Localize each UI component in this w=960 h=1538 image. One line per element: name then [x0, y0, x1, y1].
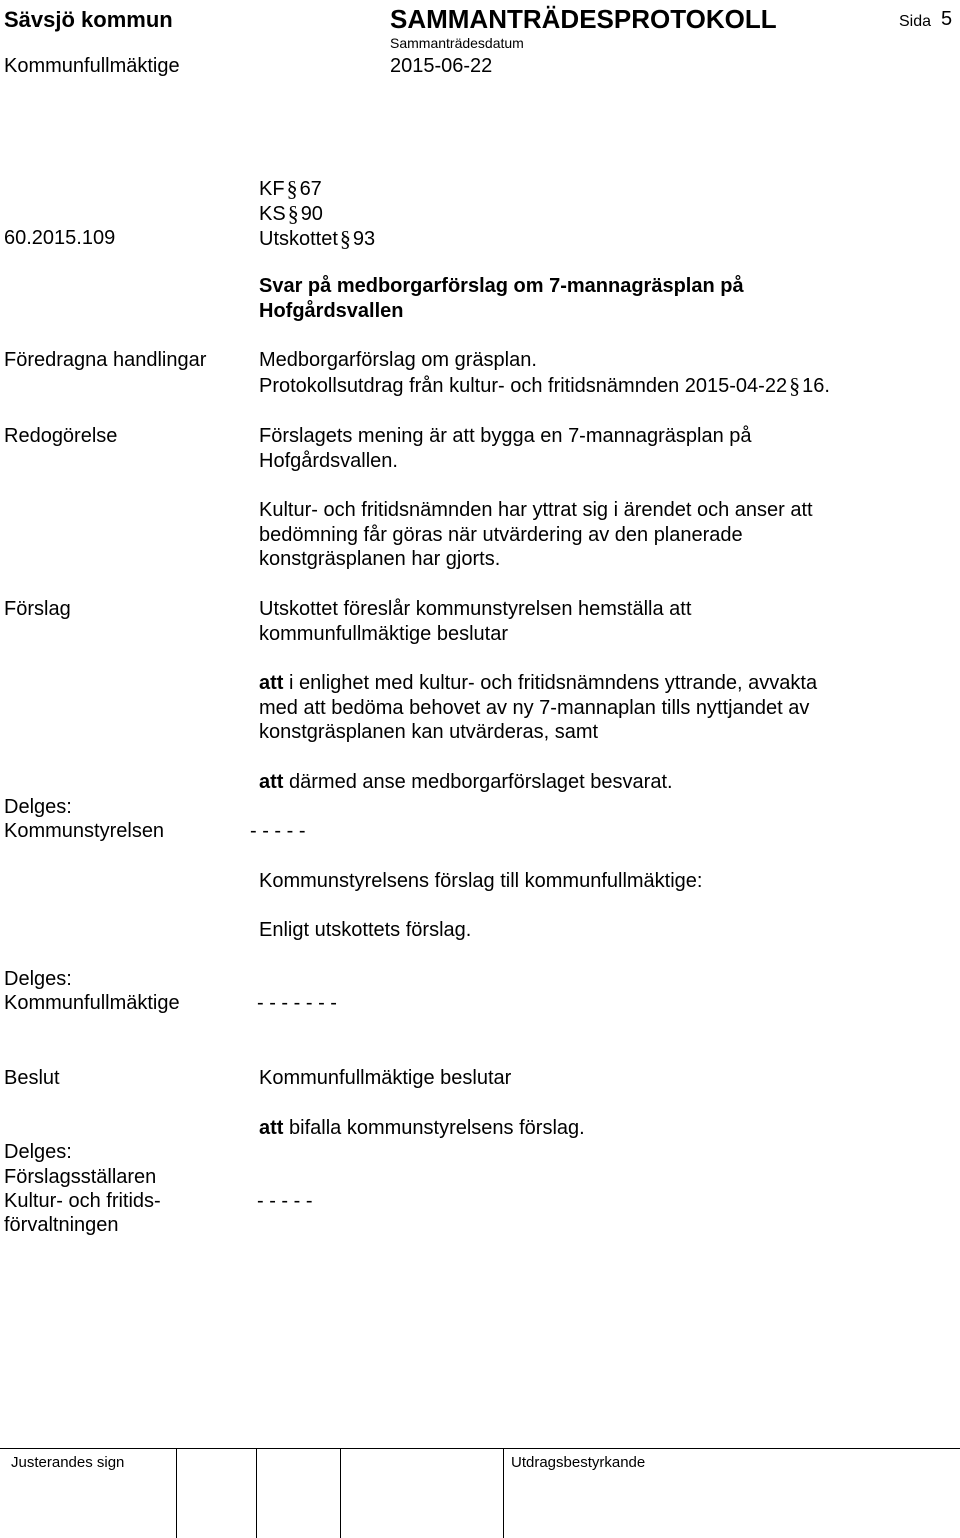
decision-label: Beslut — [4, 1067, 60, 1089]
proposal-intro: Utskottet föreslår kommunstyrelsen hemställa att kommunfullmäktige beslutar — [259, 598, 692, 645]
date-label: Sammanträdesdatum — [390, 35, 524, 51]
footer-divider — [256, 1448, 257, 1538]
separator-dashes-final: - - - - - — [257, 1190, 313, 1212]
footer-divider — [503, 1448, 504, 1538]
page-label: Sida — [899, 13, 932, 30]
footer-divider — [340, 1448, 341, 1538]
separator-dashes-ks: - - - - - — [250, 820, 306, 842]
documents-list: Medborgarförslag om gräsplan. Protokollsutdrag från kultur- och fritidsnämnden 2015-04-22§ 16. — [259, 349, 830, 398]
ks-reference: KS§ 90 — [259, 201, 323, 226]
delges-recipient-forvaltningen: förvaltningen — [4, 1214, 119, 1236]
municipality-name: Sävsjö kommun — [4, 7, 173, 32]
decision-att: att bifalla kommunstyrelsens förslag. — [259, 1117, 585, 1139]
document-title: SAMMANTRÄDESPROTOKOLL — [390, 4, 777, 34]
footer-divider — [176, 1448, 177, 1538]
justerandes-sign-label: Justerandes sign — [11, 1454, 125, 1471]
proposal-att-1: att i enlighet med kultur- och fritidsnämndens yttrande, avvakta med att bedöma behovet av ny 7-mannaplan tills nyttjandet av konstgräsplanen kan utvärderas, samt — [259, 672, 818, 743]
footer-top-line — [0, 1448, 960, 1449]
delges-label-kf: Delges: — [4, 968, 72, 990]
decision-intro: Kommunfullmäktige beslutar — [259, 1067, 512, 1089]
delges-recipient-kf: Kommunfullmäktige — [4, 992, 180, 1014]
report-label: Redogörelse — [4, 425, 118, 447]
delges-label-ks: Delges: — [4, 796, 72, 818]
proposal-att-2: att därmed anse medborgarförslaget besvarat. — [259, 771, 673, 793]
case-title: Svar på medborgarförslag om 7-mannagräsplan på Hofgårdsvallen — [259, 275, 744, 322]
proposal-label: Förslag — [4, 598, 71, 620]
delges-recipient-forslagsstallaren: Förslagsställaren — [4, 1166, 157, 1188]
delges-label-final: Delges: — [4, 1141, 72, 1163]
kf-reference: KF§ 67 — [259, 176, 322, 201]
case-number: 60.2015.109 — [4, 227, 116, 249]
separator-dashes-kf: - - - - - - - — [257, 992, 337, 1014]
signature-footer — [0, 1448, 960, 1538]
delges-recipient-ks: Kommunstyrelsen — [4, 820, 165, 842]
ks-proposal-text: Enligt utskottets förslag. — [259, 919, 472, 941]
report-paragraph-1: Förslagets mening är att bygga en 7-mannagräsplan på Hofgårdsvallen. — [259, 425, 752, 472]
delges-recipient-kultur: Kultur- och fritids- — [4, 1190, 161, 1212]
utdragsbestyrkande-label: Utdragsbestyrkande — [511, 1454, 646, 1471]
council-name: Kommunfullmäktige — [4, 55, 180, 77]
utskottet-reference: Utskottet§ 93 — [259, 226, 376, 251]
meeting-date: 2015-06-22 — [390, 55, 493, 77]
report-paragraph-2: Kultur- och fritidsnämnden har yttrat sig i ärendet och anser att bedömning får göras när utvärdering av den planerade konstgräsplanen har gjorts. — [259, 499, 813, 570]
documents-label: Föredragna handlingar — [4, 349, 207, 371]
page-number: 5 — [941, 8, 953, 30]
ks-proposal-heading: Kommunstyrelsens förslag till kommunfullmäktige: — [259, 870, 703, 892]
